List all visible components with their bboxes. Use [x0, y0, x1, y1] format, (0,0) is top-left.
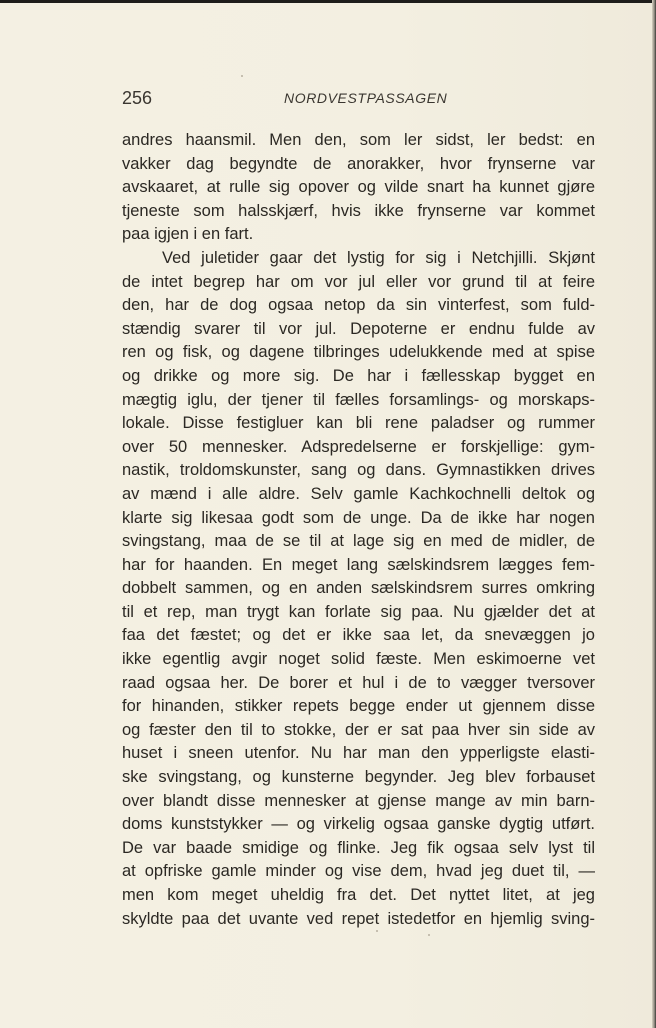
text-line: for hinanden, stikker repets begge ender ut gjennem disse [122, 697, 595, 716]
body-text [122, 129, 595, 931]
text-line: ren og fisk, og dagene tilbringes udelukkende med at spise [122, 343, 595, 362]
text-line: og drikke og more sig. De har i fællesskap bygget en [122, 366, 595, 385]
text-line: svingstang, maa de se til at lage sig en med de midler, de [122, 532, 595, 551]
page-right-edge [652, 0, 656, 1028]
page-top-edge [0, 0, 656, 3]
text-line: klarte sig likesaa godt som de unge. Da de ikke har nogen [122, 508, 595, 527]
text-line: men kom meget uheldig fra det. Det nyttet litet, at jeg [122, 886, 595, 904]
text-line: tjeneste som halsskjærf, hvis ikke frynserne var kommet [122, 201, 595, 220]
text-line: huset i sneen utenfor. Nu har man den ypperligste elasti- [122, 744, 595, 763]
text-line: at opfriske gamle minder og vise dem, hvad jeg duet til, — [122, 862, 595, 881]
text-line: paa igjen i en fart. [122, 225, 254, 244]
text-line: mægtig iglu, der tjener til fælles forsamlings- og morskaps- [122, 390, 595, 409]
text-line: vakker dag begyndte de anorakker, hvor frynserne var [122, 154, 595, 173]
text-line: ikke egentlig avgir noget solid fæste. Men eskimoerne vet [122, 650, 595, 669]
text-line: over 50 mennesker. Adspredelserne er forskjellige: gym- [122, 437, 595, 456]
page-header [122, 88, 595, 112]
paper-speck [376, 930, 378, 932]
text-line: av mænd i alle aldre. Selv gamle Kachkochnelli deltok og [122, 484, 595, 503]
text-line: avskaaret, at rulle sig opover og vilde snart ha kunnet gjøre [122, 178, 595, 197]
text-line: har for haanden. En meget lang sælskindsrem lægges fem- [122, 555, 595, 574]
text-line: ske svingstang, og kunsterne begynder. Jeg blev forbauset [122, 768, 595, 787]
text-line: de intet begrep har om vor jul eller vor grund til at feire [122, 272, 595, 291]
page-number: 256 [122, 88, 153, 108]
text-line: over blandt disse mennesker at gjense mange av min barn- [122, 791, 595, 810]
text-line: og fæster den til to stokke, der er sat paa hver sin side av [122, 720, 595, 739]
paper-speck [241, 75, 243, 77]
text-line: skyldte paa det uvante ved repet istedetfor en hjemlig sving- [122, 909, 595, 928]
text-line: faa det fæstet; og det er ikke saa let, da snevæggen jo [122, 626, 595, 645]
text-line: dobbelt sammen, og en anden sælskindsrem surres omkring [122, 579, 595, 598]
text-line: doms kunststykker — og virkelig ogsaa ganske dygtig utført. [122, 815, 595, 834]
text-line: lokale. Disse festigluer kan bli rene paladser og rummer [122, 414, 595, 433]
text-line: den, har de dog ogsaa netop da sin vinterfest, som fuld- [122, 296, 595, 315]
text-line: Ved juletider gaar det lystig for sig i Netchjilli. Skjønt [162, 248, 595, 267]
paper-speck [428, 934, 430, 936]
text-line: nastik, troldomskunster, sang og dans. Gymnastikken drives [122, 461, 595, 480]
text-line: til et rep, man trygt kan forlate sig paa. Nu gjælder det at [122, 602, 595, 621]
text-line: andres haansmil. Men den, som ler sidst, ler bedst: en [122, 131, 595, 149]
text-line: raad ogsaa her. De borer et hul i de to vægger tversover [122, 673, 595, 692]
running-head: NORDVESTPASSAGEN [284, 90, 448, 106]
text-line: De var baade smidige og flinke. Jeg fik ogsaa selv lyst til [122, 838, 595, 857]
text-line: stændig svarer til vor jul. Depoterne er endnu fulde av [122, 319, 595, 338]
